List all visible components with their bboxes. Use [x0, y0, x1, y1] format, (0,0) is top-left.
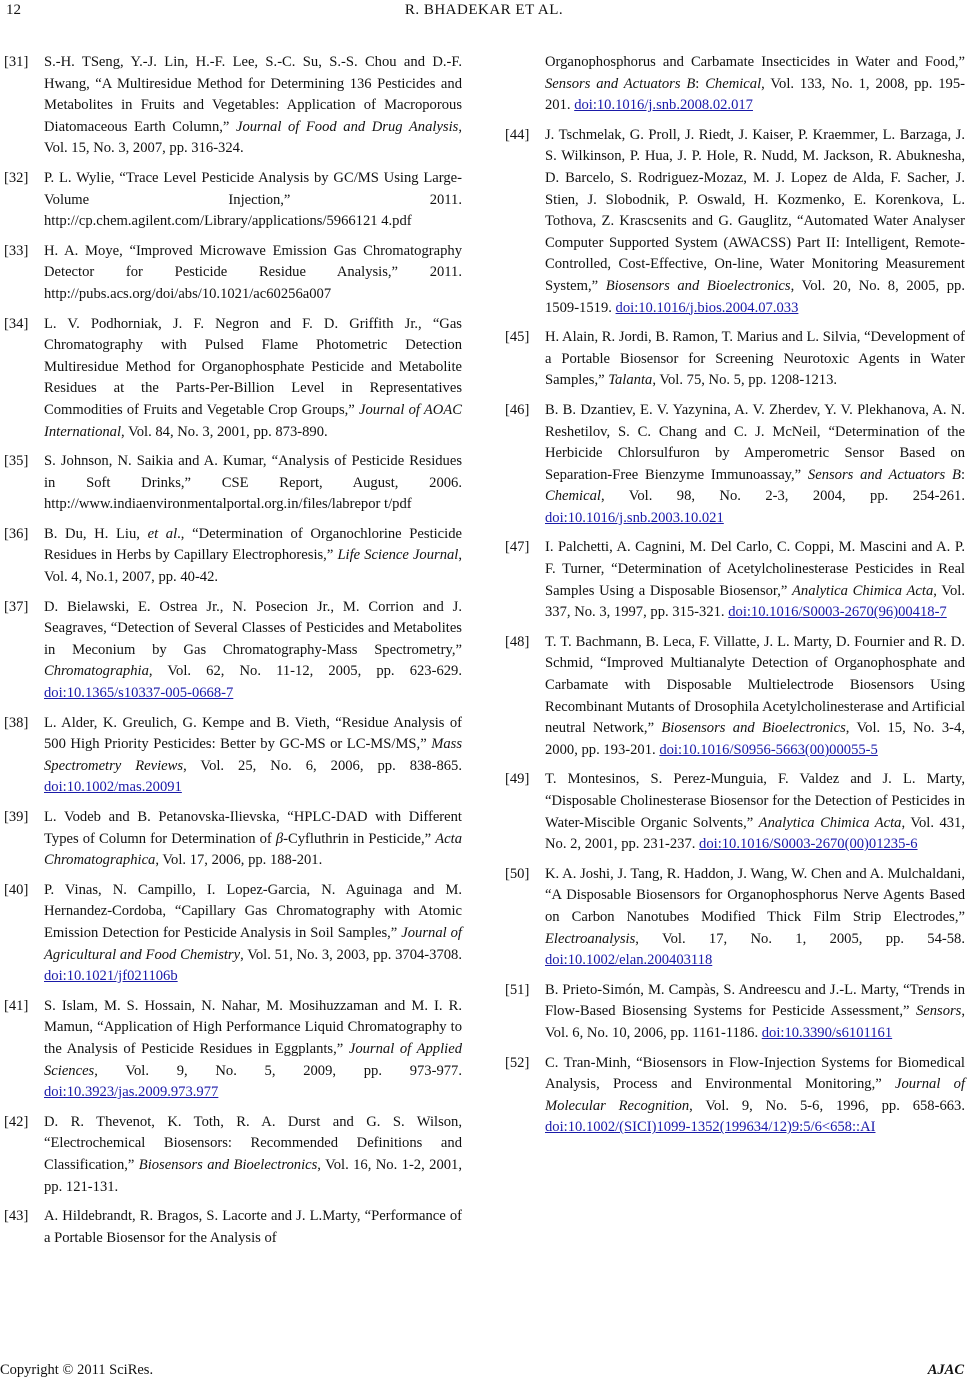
reference-plain-text: B. Prieto-Simón, M. Campàs, S. Andreescu and J.-L. Marty, “Trends in Flow-Based Biosensing Systems for Pesticide Assessment,” — [545, 981, 965, 1020]
reference-entry — [505, 400, 965, 530]
reference-italic-text: Sensors — [915, 1003, 962, 1020]
reference-text — [44, 241, 462, 306]
reference-plain-text: L. V. Podhorniak, J. F. Negron and F. D. Griffith Jr., “Gas Chromatography with Pulsed Flame Photometric Detection Multiresidue Method for Organophosphate Pesticide and Metabolite Residues at the Parts-Per-Billion Level in Representatives Commodities of Fruits and Vegetable Crop Groups,” — [44, 315, 462, 418]
reference-plain-text: , Vol. 16, No. 1-2, 2001, pp. 121-131. — [44, 1156, 462, 1195]
reference-plain-text: , Vol. 25, No. 6, 2006, pp. 838-865. — [183, 757, 462, 774]
reference-entry — [4, 524, 462, 589]
reference-number: [35] — [4, 453, 29, 470]
reference-text — [545, 52, 965, 117]
reference-text — [44, 168, 462, 233]
reference-plain-text: K. A. Joshi, J. Tang, R. Haddon, J. Wang, W. Chen and A. Mulchaldani, “A Disposable Biosensors for Organophosphorus Nerve Agents Based on Carbon Nanotubes Modified Thick Film Strip Electrodes,” — [545, 865, 965, 925]
doi-link[interactable]: doi:10.1016/j.bios.2004.07.033 — [615, 299, 799, 316]
reference-plain-text: B. B. Dzantiev, E. V. Yazynina, A. V. Zherdev, Y. V. Plekhanova, A. N. Reshetilov, S. C. Chang and C. J. McNeil, “Determination of the Herbicide Chlorsulfuron by Amperometric Sensor Based on Separation-Free Bienzyme Immunoassay,” — [545, 401, 965, 483]
reference-plain-text: P. Vinas, N. Campillo, I. Lopez-Garcia, N. Aguinaga and M. Hernandez-Cordoba, “Capillary Gas Chromatography with Atomic Emission Detection for Pesticide Analysis in Soil Samples,” — [44, 881, 462, 941]
reference-entry — [505, 125, 965, 319]
reference-plain-text: C. Tran-Minh, “Biosensors in Flow-Injection Systems for Biomedical Analysis, Process and Environmental Monitoring,” — [545, 1054, 965, 1093]
reference-plain-text: , Vol. 17, No. 1, 2005, pp. 54-58. — [635, 930, 965, 947]
reference-text — [44, 52, 462, 160]
reference-plain-text: T. Montesinos, S. Perez-Munguia, F. Valdez and J. L. Marty, “Disposable Cholinesterase Biosensor for the Detection of Pesticides in Water-Miscible Organic Solvents,” — [545, 771, 965, 831]
reference-text — [44, 713, 462, 799]
doi-link[interactable]: doi:10.1002/(SICI)1099-1352(199634/12)9:5/6<658::AI — [545, 1119, 876, 1136]
reference-plain-text: , Vol. 337, No. 3, 1997, pp. 315-321. — [545, 582, 965, 621]
reference-text — [44, 996, 462, 1104]
reference-text — [545, 327, 965, 392]
reference-text — [545, 769, 965, 855]
reference-italic-text: Journal of Applied Sciences — [44, 1040, 462, 1079]
doi-link[interactable]: doi:10.3390/s6101161 — [761, 1024, 893, 1041]
running-title: R. BHADEKAR ET AL. — [404, 2, 564, 18]
reference-text — [545, 980, 965, 1045]
reference-number: [50] — [505, 865, 530, 882]
reference-number: [47] — [505, 539, 530, 556]
reference-number: [39] — [4, 809, 29, 825]
reference-text — [545, 632, 965, 762]
reference-text — [545, 1053, 965, 1139]
reference-plain-text: , Vol. 133, No. 1, 2008, pp. 195-201. — [545, 75, 965, 114]
reference-italic-text: et al — [147, 525, 178, 542]
reference-text — [44, 314, 462, 444]
reference-number: [52] — [505, 1054, 530, 1071]
reference-italic-text: Chemical — [545, 488, 601, 505]
reference-number: [51] — [505, 981, 530, 998]
reference-entry — [4, 996, 462, 1104]
reference-italic-text: Biosensors and Bioelectronics — [661, 720, 846, 737]
reference-text — [545, 400, 965, 530]
reference-text — [44, 597, 462, 705]
reference-italic-text: Chromatographia — [44, 663, 149, 680]
reference-plain-text: , Vol. 75, No. 5, pp. 1208-1213. — [652, 372, 838, 389]
doi-link[interactable]: doi:10.1016/S0956-5663(00)00055-5 — [659, 741, 878, 758]
doi-link[interactable]: doi:10.3923/jas.2009.973.977 — [44, 1084, 219, 1101]
reference-plain-text: , Vol. 6, No. 10, 2006, pp. 1161-1186. — [545, 1003, 965, 1041]
reference-plain-text: : — [695, 75, 706, 92]
reference-text — [44, 807, 462, 872]
reference-number — [505, 52, 545, 117]
reference-text — [44, 880, 462, 988]
reference-text — [44, 451, 462, 516]
reference-entry — [505, 769, 965, 855]
reference-plain-text: , Vol. 84, No. 3, 2001, pp. 873-890. — [121, 423, 328, 440]
reference-plain-text: , Vol. 98, No. 2-3, 2004, pp. 254-261. — [600, 488, 965, 505]
reference-italic-text: Life Science Journal — [337, 547, 459, 564]
page-number: 12 — [6, 2, 21, 18]
reference-plain-text: T. T. Bachmann, B. Leca, F. Villatte, J. L. Marty, D. Fournier and R. D. Schmid, “Improved Multianalyte Detection of Organophosphate and Carbamate with Disposable Multielectrode Biosensors Using Recombinant Mutants of Drosophila Acetylcholinesterase and Artificial neutral Network,” — [545, 633, 965, 737]
doi-link[interactable]: doi:10.1365/s10337-005-0668-7 — [44, 685, 234, 702]
reference-plain-text: Organophosphorus and Carbamate Insecticides in Water and Food,” — [545, 54, 965, 70]
reference-italic-text: Sensors and Actuators B — [545, 75, 696, 92]
reference-plain-text: L. Vodeb and B. Petanovska-Ilievska, “HPLC-DAD with Different Types of Column for Determination of — [44, 809, 462, 847]
reference-plain-text: H. A. Moye, “Improved Microwave Emission Gas Chromatography Detector for Pesticide Residue Analysis,” 2011. http://pubs.acs.org/doi/abs/10.1021/ac60256a007 — [44, 242, 462, 302]
doi-link[interactable]: doi:10.1016/S0003-2670(96)00418-7 — [728, 604, 947, 621]
reference-italic-text: Journal of Agricultural and Food Chemistry — [44, 924, 462, 963]
reference-entry — [4, 314, 462, 444]
reference-plain-text: , Vol. 51, No. 3, 2003, pp. 3704-3708. — [240, 946, 462, 963]
reference-italic-text: Analytica Chimica Acta — [792, 582, 934, 599]
reference-number: [31] — [4, 54, 29, 70]
reference-plain-text: J. Tschmelak, G. Proll, J. Riedt, J. Kaiser, P. Kraemmer, L. Barzaga, J. S. Wilkinson, P. Hua, J. P. Hole, R. Nudd, M. Jackson, R. Abuknesha, D. Barcelo, S. Rodriguez-Mozaz, M. J. Lopez de Alda, F. Sacher, J. Stien, J. Slobodnik, P. Oswald, H. Kozmenko, E. Korenkova, L. Tothova, Z. Krascsenits and G. Gauglitz, “Automated Water Analyser Computer Supported System (AWACSS) Part II: Intelligent, Remote-Controlled, Cost-Effective, On-line, Water Monitoring Measurement System,” — [545, 126, 965, 294]
reference-entry — [4, 52, 462, 160]
reference-plain-text: S. Islam, M. S. Hossain, N. Nahar, M. Mosihuzzaman and M. I. R. Mamun, “Application of High Performance Liquid Chromatography to the Analysis of Pesticide Residues in Eggplants,” — [44, 997, 462, 1057]
reference-number: [46] — [505, 401, 530, 418]
reference-text — [44, 1206, 462, 1249]
reference-number: [36] — [4, 525, 29, 542]
reference-plain-text: , Vol. 15, No. 3, 2007, pp. 316-324. — [44, 118, 462, 157]
reference-entry — [505, 632, 965, 762]
reference-number: [37] — [4, 598, 29, 615]
reference-number: [43] — [4, 1208, 29, 1225]
reference-italic-text: Analytica Chimica Acta — [758, 814, 902, 831]
reference-plain-text: P. L. Wylie, “Trace Level Pesticide Analysis by GC/MS Using Large-Volume Injection,” 2011. http://cp.chem.agilent.com/Library/applications/5966121 4.pdf — [44, 169, 462, 230]
reference-entry — [505, 864, 965, 972]
reference-text — [545, 537, 965, 623]
reference-number: [42] — [4, 1113, 29, 1130]
reference-plain-text: , Vol. 20, No. 8, 2005, pp. 1509-1519. — [545, 277, 965, 316]
reference-plain-text: , Vol. 9, No. 5-6, 1996, pp. 658-663. — [689, 1097, 965, 1114]
reference-plain-text: -Cyfluthrin in Pesticide,” — [283, 830, 436, 847]
reference-text — [545, 864, 965, 972]
reference-entry — [505, 980, 965, 1045]
reference-plain-text: D. Bielawski, E. Ostrea Jr., N. Posecion Jr., M. Corrion and J. Seagraves, “Detection of Several Classes of Pesticides and Metabolites in Meconium by Gas Chromatography-Mass Spectrometry,” — [44, 598, 462, 658]
reference-entry — [4, 807, 462, 872]
reference-number: [34] — [4, 315, 29, 332]
left-column — [4, 52, 462, 1257]
reference-italic-text: Acta Chromatographica — [44, 830, 462, 869]
reference-number: [44] — [505, 126, 530, 143]
reference-plain-text: , Vol. 431, No. 2, 2001, pp. 231-237. — [545, 814, 965, 853]
reference-entry — [505, 1053, 965, 1139]
doi-link[interactable]: doi:10.1016/j.snb.2003.10.021 — [545, 509, 724, 526]
reference-entry — [505, 52, 965, 117]
doi-link[interactable]: doi:10.1002/elan.200403118 — [545, 952, 713, 969]
reference-italic-text: Chemical — [705, 75, 762, 92]
reference-plain-text: D. R. Thevenot, K. Toth, R. A. Durst and G. S. Wilson, “Electrochemical Biosensors: Recommended Definitions and Classification,” — [44, 1113, 462, 1173]
reference-number: [48] — [505, 633, 530, 650]
reference-entry — [4, 168, 462, 233]
reference-plain-text: I. Palchetti, A. Cagnini, M. Del Carlo, C. Coppi, M. Mascini and A. P. F. Turner, “Determination of Acetylcholinesterase Pesticides in Real Samples Using a Disposable Biosensor,” — [545, 539, 965, 599]
right-column — [505, 52, 965, 1147]
reference-plain-text: A. Hildebrandt, R. Bragos, S. Lacorte and J. L.Marty, “Performance of a Portable Biosensor for the Analysis of — [44, 1208, 462, 1246]
reference-entry — [4, 880, 462, 988]
reference-plain-text: B. Du, H. Liu, — [44, 525, 148, 542]
reference-text — [44, 524, 462, 589]
reference-italic-text: Biosensors and Bioelectronics — [605, 277, 791, 294]
doi-link[interactable]: doi:10.1021/jf021106b — [44, 968, 178, 985]
reference-plain-text: , Vol. 17, 2006, pp. 188-201. — [155, 852, 323, 869]
reference-italic-text: Journal of Molecular Recognition — [545, 1076, 966, 1114]
reference-entry — [4, 241, 462, 306]
reference-number: [38] — [4, 714, 29, 731]
reference-plain-text: S.-H. TSeng, Y.-J. Lin, H.-F. Lee, S.-C. Su, S.-S. Chou and D.-F. Hwang, “A Multiresidue Method for Determining 136 Pesticides and Metabolites in Fruits and Vegetables: Application of Macroporous Diatomaceous Earth Column,” — [44, 54, 462, 135]
doi-link[interactable]: doi:10.1002/mas.20091 — [44, 779, 182, 796]
reference-text — [545, 125, 965, 319]
journal-abbrev: AJAC — [927, 1362, 964, 1378]
reference-text — [44, 1112, 462, 1198]
reference-plain-text: L. Alder, K. Greulich, G. Kempe and B. Vieth, “Residue Analysis of 500 High Priority Pesticides: Better by GC-MS or LC-MS/MS,” — [44, 714, 462, 753]
reference-plain-text: H. Alain, R. Jordi, B. Ramon, T. Marius and L. Silvia, “Development of a Portable Biosensor for Screening Neurotoxic Agents in Water Samples,” — [545, 329, 965, 389]
reference-entry — [4, 1206, 462, 1249]
reference-plain-text: , Vol. 15, No. 3-4, 2000, pp. 193-201. — [545, 720, 965, 758]
reference-number: [41] — [4, 997, 29, 1014]
reference-italic-text: Talanta — [608, 372, 653, 389]
reference-number: [45] — [505, 329, 530, 346]
reference-number: [49] — [505, 771, 530, 788]
reference-entry — [505, 537, 965, 623]
reference-number: [32] — [4, 169, 29, 186]
reference-number: [40] — [4, 881, 29, 898]
reference-plain-text: ., “Determination of Organochlorine Pesticide Residues in Herbs by Capillary Electrophoresis,” — [44, 525, 462, 564]
reference-entry — [505, 327, 965, 392]
doi-link[interactable]: doi:10.1016/j.snb.2008.02.017 — [574, 97, 753, 114]
reference-entry — [4, 597, 462, 705]
reference-italic-text: Journal of Food and Drug Analysis — [235, 118, 459, 135]
reference-plain-text: , Vol. 9, No. 5, 2009, pp. 973-977. — [94, 1062, 462, 1079]
reference-plain-text: : — [960, 466, 965, 483]
copyright-notice: Copyright © 2011 SciRes. — [0, 1362, 154, 1378]
reference-number: [33] — [4, 242, 29, 259]
doi-link[interactable]: doi:10.1016/S0003-2670(00)01235-6 — [699, 836, 918, 853]
reference-italic-text: Sensors and Actuators B — [807, 466, 961, 483]
reference-italic-text: Biosensors and Bioelectronics — [138, 1156, 318, 1173]
reference-plain-text: , Vol. 62, No. 11-12, 2005, pp. 623-629. — [148, 663, 462, 680]
reference-italic-text: Mass Spectrometry Reviews — [44, 736, 462, 774]
reference-plain-text: , Vol. 4, No.1, 2007, pp. 40-42. — [44, 547, 462, 586]
reference-italic-text: Journal of AOAC International — [44, 401, 462, 440]
reference-entry — [4, 1112, 462, 1198]
reference-italic-text: β — [275, 830, 284, 847]
reference-italic-text: Electroanalysis — [545, 930, 636, 947]
reference-entry — [4, 451, 462, 516]
reference-plain-text: S. Johnson, N. Saikia and A. Kumar, “Analysis of Pesticide Residues in Soft Drinks,” CSE Report, August, 2006. http://www.indiaenvironmentalportal.org.in/files/labrepor t/pdf — [44, 453, 462, 513]
reference-entry — [4, 713, 462, 799]
